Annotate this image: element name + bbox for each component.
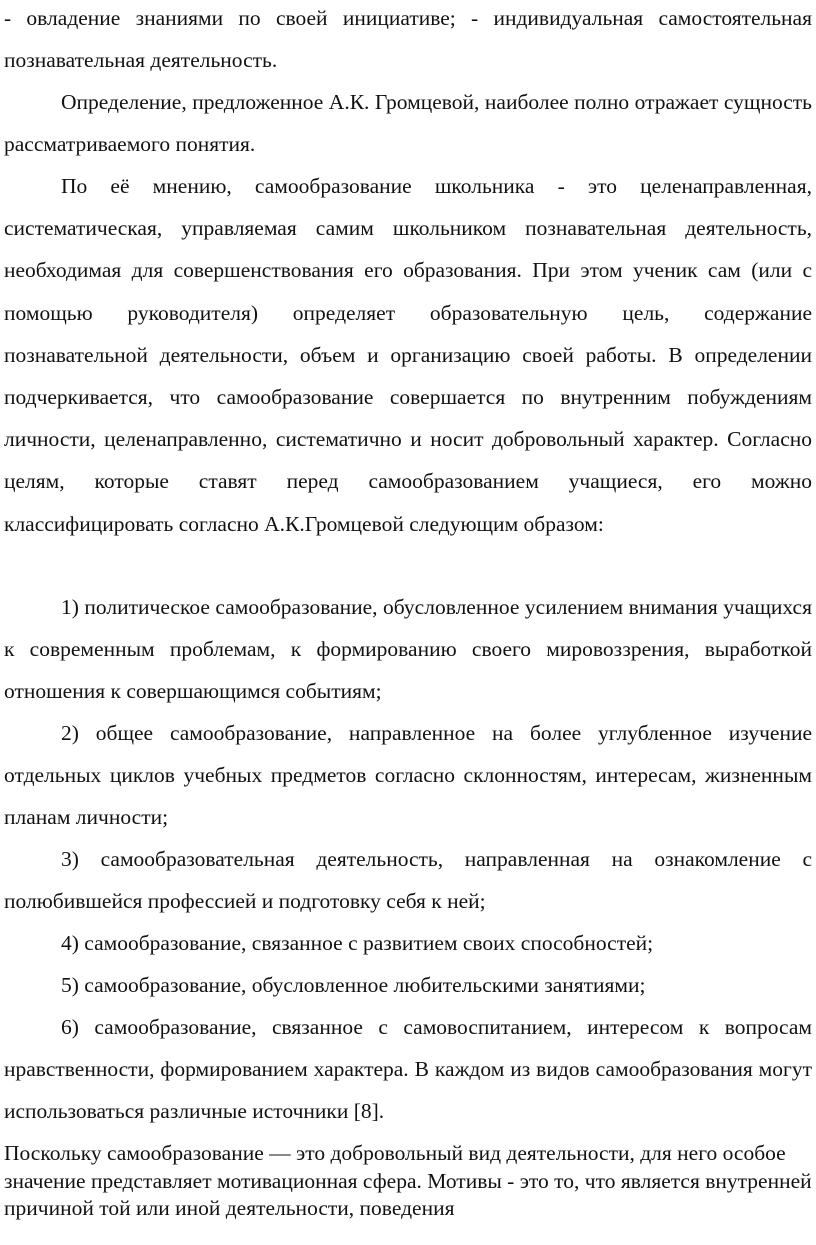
list-item-political: 1) политическое самообразование, обусловленное усилением внимания учащихся к современным проблемам, к формированию своего мировоззрения, выработкой отношения к совершающимся событиям; xyxy=(4,595,812,704)
list-item-self-upbringing: 6) самообразование, связанное с самовоспитанием, интересом к вопросам нравственности, формированием характера. В каждом из видов самообразования могут использоваться различные источники [8]. xyxy=(4,1015,812,1124)
paragraph-motivation: Поскольку самообразование — это добровольный вид деятельности, для него особое значение представляет мотивационная сфера. Мотивы - это то, что является внутренней причиной той или иной деятельности, поведения xyxy=(4,1141,812,1220)
list-item-professional: 3) самообразовательная деятельность, направленная на ознакомление с полюбившейся профессией и подготовку себя к ней; xyxy=(4,847,812,914)
list-item-general: 2) общее самообразование, направленное на более углубленное изучение отдельных циклов учебных предметов согласно склонностям, интересам, жизненным планам личности; xyxy=(4,721,812,830)
paragraph-knowledge-mastery: - овладение знаниями по своей инициативе; - индивидуальная самостоятельная познавательная деятельность. xyxy=(4,6,812,73)
list-item-hobby: 5) самообразование, обусловленное любительскими занятиями; xyxy=(61,973,646,997)
paragraph-definition-intro: Определение, предложенное А.К. Громцевой, наиболее полно отражает сущность рассматриваемого понятия. xyxy=(4,90,812,157)
list-item-abilities: 4) самообразование, связанное с развитием своих способностей; xyxy=(61,931,654,955)
paragraph-self-education-definition: По её мнению, самообразование школьника - это целенаправленная, систематическая, управляемая самим школьником познавательная деятельность, необходимая для совершенствования его образования. При этом ученик сам (или с помощью руководителя) определяет образовательную цель, содержание познавательной деятельности, объем и организацию своей работы. В определении подчеркивается, что самообразование совершается по внутренним побуждениям личности, целенаправленно, систематично и носит добровольный характер. Согласно целям, которые ставят перед самообразованием учащиеся, его можно классифицировать согласно А.К.Громцевой следующим образом: xyxy=(4,174,812,536)
